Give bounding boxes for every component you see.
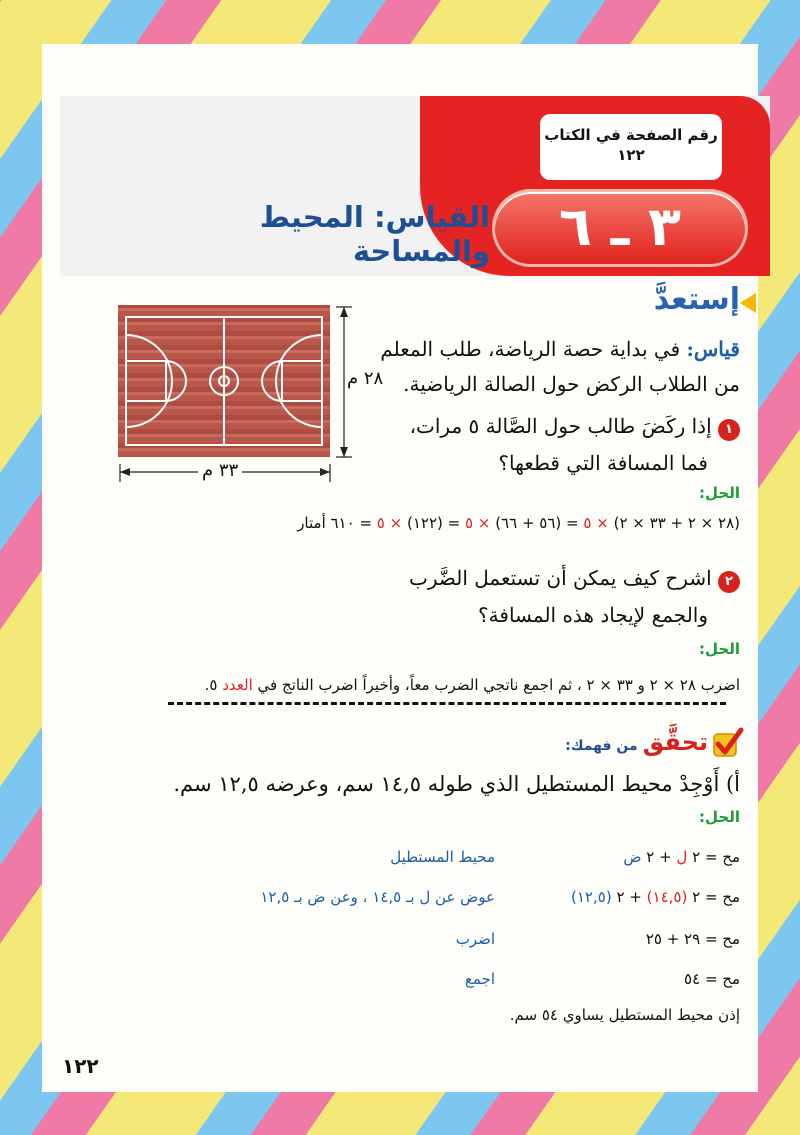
question-1-text-1: إذا ركَضَ طالب حول الصَّالة ٥ مرات، [409,414,712,438]
solution-row-1-note: محيط المستطيل [390,848,495,866]
q1-sol-op-2: × ٥ [465,514,491,532]
check-heading [540,728,708,756]
question-1-solution [70,514,740,532]
solution-row-1-equation: مح = ٢ ل + ٢ ض [623,848,740,866]
court-length-label: ٣٣ م [198,460,242,481]
check-heading-main: تحقَّق [642,728,708,756]
q1-sol-part-d: = ٦١٠ أمتار [297,514,373,532]
q2-sol-red: العدد [222,676,253,694]
q2-sol-end: ٥. [204,676,218,694]
question-1-solution-label: الحل: [699,484,740,502]
lesson-number-badge: ٣ ـ ٦ [495,192,745,264]
triangle-bullet-icon [740,293,756,313]
question-2-text-1: اشرح كيف يمكن أن تستعمل الضَّرب [409,566,712,590]
question-2-solution [100,676,740,694]
intro-line-1 [360,337,740,361]
solution-row-3-equation: مح = ٢٩ + ٢٥ [645,930,740,948]
solution-row-3-note: اضرب [455,930,495,948]
page-ref-label: رقم الصفحة في الكتاب [544,126,718,144]
section-divider [168,702,726,705]
court-width-label: ٢٨ م [347,368,384,389]
page-number: ١٢٢ [62,1054,99,1078]
question-2-line-2: والجمع لإيجاد هذه المسافة؟ [478,603,708,627]
checkmark-icon [710,726,744,760]
check-problem: أ) أَوْجِدْ محيط المستطيل الذي طوله ١٤,٥ سم، وعرضه ١٢,٥ سم. [173,772,740,796]
page-ref-number: ١٢٢ [617,146,645,164]
basketball-court-image [118,305,330,457]
q1-sol-part-c: = (١٢٢) [406,514,461,532]
q1-sol-op-3: × ٥ [376,514,403,532]
court-lines [118,305,330,457]
q1-sol-part-a: (٢٨ × ٢ + ٣٣ × ٢) [613,514,740,532]
conclusion-text: إذن محيط المستطيل يساوي ٥٤ سم. [509,1006,740,1024]
intro-label: قياس: [686,337,740,361]
explore-heading: إستعدَّ [653,282,740,317]
q1-sol-part-b: = (٥٦ + ٦٦) [495,514,579,532]
question-1-line-2: فما المسافة التي قطعها؟ [498,451,708,475]
question-2-solution-label: الحل: [699,640,740,658]
solution-row-2-note: عوض عن ل بـ ١٤,٥ ، وعن ض بـ ١٢,٥ [260,888,495,906]
question-1-line-1 [360,414,740,441]
solution-row-4-note: اجمع [464,970,495,988]
q2-sol-text: اضرب ٢٨ × ٢ و ٣٣ × ٢ ، ثم اجمع ناتجي الضرب معاً، وأخيراً اضرب الناتج في [257,676,740,694]
book-page-reference [540,114,722,180]
lesson-title: القياس: المحيط والمساحة [259,200,490,268]
question-2-line-1 [380,566,740,593]
check-solution-label: الحل: [699,808,740,826]
intro-text-1: في بداية حصة الرياضة، طلب المعلم [380,337,681,361]
intro-line-2: من الطلاب الركض حول الصالة الرياضية. [403,372,740,396]
solution-row-4-equation: مح = ٥٤ [684,970,740,988]
question-1-number: ١ [718,419,740,441]
q1-sol-op-1: × ٥ [583,514,609,532]
check-heading-sub: من فهمك: [565,738,638,754]
question-2-number: ٢ [718,571,740,593]
solution-row-2-equation: مح = ٢ (١٤,٥) + ٢ (١٢,٥) [571,888,740,906]
